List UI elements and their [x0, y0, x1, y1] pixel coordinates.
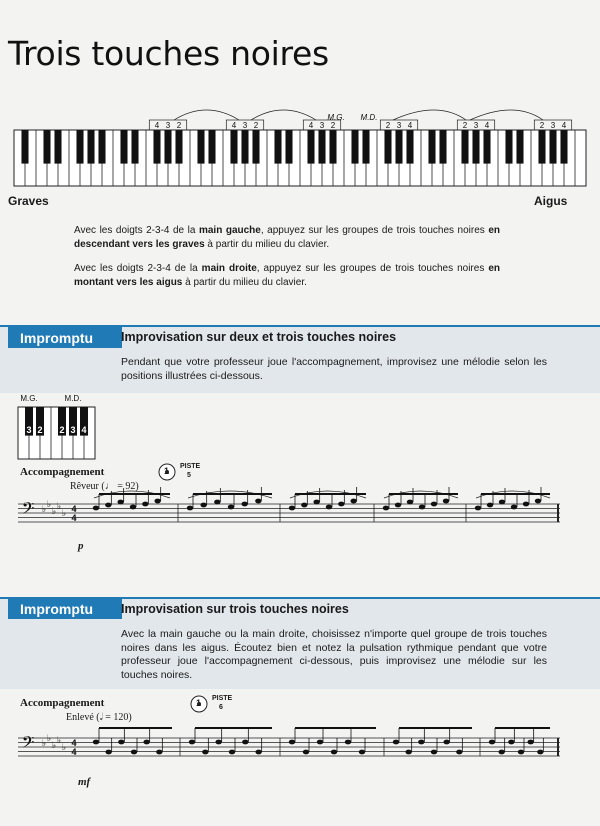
finger-number: 3	[550, 121, 556, 130]
flat-sign: ♭	[41, 739, 47, 749]
black-key	[549, 130, 556, 164]
note-head	[395, 503, 401, 508]
black-key	[351, 130, 358, 164]
flat-sign: ♭	[61, 743, 67, 753]
black-key	[230, 130, 237, 164]
note-head	[535, 499, 541, 504]
tempo-marking-1: Rêveur (♩ = 92)	[70, 481, 139, 492]
graves-label: Graves	[8, 194, 49, 208]
page-title: Trois touches noires	[8, 34, 329, 73]
intro-paragraph-1	[74, 224, 500, 251]
black-key	[538, 130, 545, 164]
note-head	[142, 502, 148, 507]
black-key	[439, 130, 446, 164]
note-head	[518, 750, 524, 755]
note-head	[359, 750, 365, 755]
note-head	[313, 500, 319, 505]
finger-number: 2	[539, 121, 545, 130]
direction-arrow	[393, 110, 466, 120]
finger-number: 2	[385, 121, 391, 130]
note-head	[130, 505, 136, 510]
black-key	[406, 130, 413, 164]
note-head	[498, 750, 504, 755]
cd-track-badge-1	[158, 463, 218, 488]
note-head	[499, 500, 505, 505]
black-key	[395, 130, 402, 164]
section1-text: Pendant que votre professeur joue l'accompagnement, improvisez une mélodie selon les positions illustrées ci-dessous.	[121, 356, 547, 382]
black-key	[208, 130, 215, 164]
intro-strong: main droite	[201, 263, 257, 274]
note-head	[350, 499, 356, 504]
note-head	[189, 740, 195, 745]
piste-label: PISTE	[212, 695, 233, 702]
black-key	[472, 130, 479, 164]
piste-number: 6	[219, 704, 223, 711]
finger-number: 3	[319, 121, 325, 130]
note-head	[143, 740, 149, 745]
note-head	[187, 506, 193, 511]
note-head	[289, 506, 295, 511]
note-head	[105, 503, 111, 508]
note-head	[419, 505, 425, 510]
section2-heading: Improvisation sur trois touches noires	[121, 602, 349, 616]
note-head	[255, 750, 261, 755]
black-key	[98, 130, 105, 164]
note-head	[508, 740, 514, 745]
mg-label: M.G.	[327, 113, 345, 122]
section1-heading: Improvisation sur deux et trois touches noires	[121, 330, 397, 344]
flat-sign: ♭	[51, 741, 57, 751]
finger-number: 3	[242, 121, 248, 130]
accomp-label-2: Accompagnement	[20, 697, 105, 709]
note-head	[456, 750, 462, 755]
intro-text: à partir du milieu du clavier.	[182, 276, 307, 288]
note-head	[443, 740, 449, 745]
black-key	[76, 130, 83, 164]
time-sig: 4	[71, 513, 77, 523]
note-head	[345, 740, 351, 745]
black-key	[241, 130, 248, 164]
bass-clef: 𝄢	[21, 732, 35, 756]
intro-strong: en montant vers les aigus	[74, 263, 500, 288]
finger-number: 3	[70, 425, 76, 435]
note-head	[443, 499, 449, 504]
music-staff-2	[18, 726, 560, 788]
time-sig: 4	[71, 747, 77, 757]
finger-number: 4	[407, 121, 413, 130]
note-head	[338, 502, 344, 507]
finger-number: 4	[308, 121, 314, 130]
note-head	[489, 740, 495, 745]
finger-number: 2	[330, 121, 336, 130]
intro-text: Avec les doigts 2-3-4 de la	[74, 263, 202, 274]
note-head	[156, 750, 162, 755]
note-head	[301, 503, 307, 508]
note-head	[154, 499, 160, 504]
piste-number: 5	[187, 472, 191, 479]
finger-number: 3	[26, 425, 32, 435]
black-key	[560, 130, 567, 164]
note-head	[537, 750, 543, 755]
black-key	[516, 130, 523, 164]
note-head	[331, 750, 337, 755]
flat-sign: ♭	[56, 736, 62, 746]
black-key	[318, 130, 325, 164]
intro-text: , appuyez sur les groupes de trois touches noires	[260, 225, 489, 236]
black-key	[483, 130, 490, 164]
note-head	[511, 505, 517, 510]
note-head	[214, 500, 220, 505]
finger-number: 4	[561, 121, 567, 130]
keyboard-diagram	[14, 108, 586, 188]
note-head	[105, 750, 111, 755]
tempo-marking-2: Enlevé (𝅗𝅥 = 120)	[66, 712, 132, 723]
piste-label: PISTE	[180, 463, 201, 470]
intro-paragraph-2	[74, 262, 500, 289]
finger-number: 3	[165, 121, 171, 130]
intro-strong: en descendant vers les graves	[74, 225, 500, 250]
note-head	[303, 750, 309, 755]
flat-sign: ♭	[46, 734, 52, 744]
md-label: M.D.	[360, 113, 378, 122]
black-key	[285, 130, 292, 164]
note-head	[317, 740, 323, 745]
note-head	[93, 506, 99, 511]
finger-number: 2	[176, 121, 182, 130]
note-head	[228, 505, 234, 510]
intro-text: à partir du milieu du clavier.	[204, 238, 330, 250]
dynamic-marking-1: p	[78, 540, 84, 552]
note-head	[383, 506, 389, 511]
finger-number: 2	[37, 425, 43, 435]
black-key	[274, 130, 281, 164]
note-head	[475, 506, 481, 511]
flat-sign: ♭	[61, 509, 67, 519]
black-key	[428, 130, 435, 164]
black-key	[307, 130, 314, 164]
finger-number: 3	[473, 121, 479, 130]
finger-number: 4	[484, 121, 490, 130]
black-key	[461, 130, 468, 164]
bass-clef: 𝄢	[21, 498, 35, 522]
finger-number: 2	[462, 121, 468, 130]
flat-sign: ♭	[51, 507, 57, 517]
black-key	[329, 130, 336, 164]
black-key	[153, 130, 160, 164]
black-key	[175, 130, 182, 164]
cd-number: 1	[196, 698, 202, 708]
black-key	[252, 130, 259, 164]
note-head	[407, 500, 413, 505]
flat-sign: ♭	[56, 502, 62, 512]
finger-number: 4	[154, 121, 160, 130]
note-head	[215, 740, 221, 745]
note-head	[431, 502, 437, 507]
note-head	[431, 750, 437, 755]
note-head	[523, 502, 529, 507]
accomp-label-1: Accompagnement	[20, 466, 105, 478]
aigus-label: Aigus	[534, 194, 568, 208]
music-staff-1	[18, 492, 560, 552]
black-key	[384, 130, 391, 164]
finger-number: 3	[396, 121, 402, 130]
note-head	[229, 750, 235, 755]
note-head	[200, 503, 206, 508]
note-head	[117, 500, 123, 505]
note-head	[289, 740, 295, 745]
finger-number: 2	[59, 425, 65, 435]
mini-keyboard-diagram	[18, 393, 100, 459]
mini-mg-label: M.G.	[20, 394, 38, 403]
black-key	[43, 130, 50, 164]
note-head	[93, 740, 99, 745]
mini-md-label: M.D.	[64, 394, 82, 403]
section2-text: Avec la main gauche ou la main droite, choisissez n'importe quel groupe de trois touches noires dans les aigus. Écoutez bien et notez la pulsation rythmique pendant que votre professeur joue l'accompagnement ci-dessous, puis improvisez une mélodie sur les touches noires.	[121, 628, 547, 681]
intro-text: Avec les doigts 2-3-4 de la	[74, 225, 199, 236]
impromptu-tag-1: Impromptu	[8, 327, 122, 348]
black-key	[197, 130, 204, 164]
black-key	[87, 130, 94, 164]
note-head	[527, 740, 533, 745]
time-sig: 4	[71, 504, 77, 514]
note-head	[487, 503, 493, 508]
direction-arrow	[251, 110, 316, 120]
black-key	[21, 130, 28, 164]
impromptu-tag-2: Impromptu	[8, 598, 122, 619]
cd-track-badge-2	[190, 695, 250, 720]
black-key	[362, 130, 369, 164]
finger-number: 4	[81, 425, 87, 435]
black-key	[131, 130, 138, 164]
time-sig: 4	[71, 738, 77, 748]
direction-arrow	[470, 110, 543, 120]
dynamic-marking-2: mf	[78, 776, 91, 788]
black-key	[120, 130, 127, 164]
direction-arrow	[174, 110, 239, 120]
note-head	[118, 740, 124, 745]
note-head	[241, 502, 247, 507]
cd-number: 1	[164, 466, 170, 476]
note-head	[418, 740, 424, 745]
finger-number: 4	[231, 121, 237, 130]
black-key	[164, 130, 171, 164]
note-head	[202, 750, 208, 755]
note-head	[405, 750, 411, 755]
note-head	[255, 499, 261, 504]
flat-sign: ♭	[46, 500, 52, 510]
note-head	[326, 505, 332, 510]
note-head	[393, 740, 399, 745]
flat-sign: ♭	[41, 505, 47, 515]
black-key	[54, 130, 61, 164]
intro-strong: main gauche	[198, 225, 261, 236]
intro-text: , appuyez sur les groupes de trois touches noires	[256, 263, 489, 274]
black-key	[505, 130, 512, 164]
note-head	[242, 740, 248, 745]
finger-number: 2	[253, 121, 259, 130]
note-head	[131, 750, 137, 755]
